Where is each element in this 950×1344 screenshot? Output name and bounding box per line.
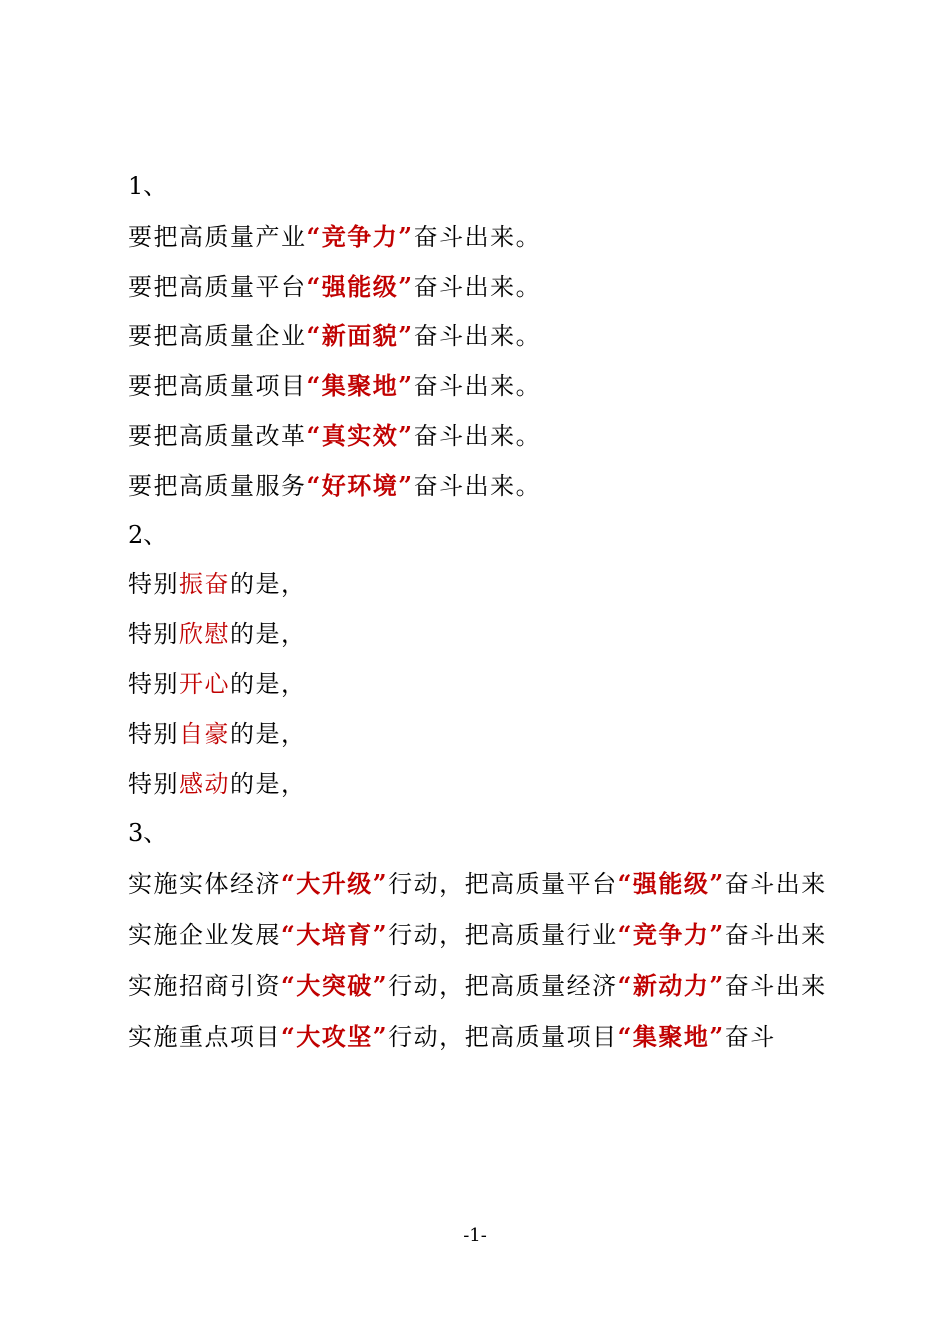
highlight-text: “竞争力” xyxy=(617,919,725,949)
highlight-text: 欣慰 xyxy=(179,620,230,649)
line-text: 奋斗出来。 xyxy=(413,222,542,251)
line-text: 要把高质量项目 xyxy=(128,372,307,401)
line-text: 特别 xyxy=(128,570,179,599)
line-text: 奋斗出来。 xyxy=(413,272,542,301)
section-3-line xyxy=(128,859,828,910)
line-text: 奋斗出来 xyxy=(724,920,827,949)
line-text: 的是， xyxy=(230,669,307,698)
highlight-text: “真实效” xyxy=(306,420,414,450)
section-3-line xyxy=(128,1012,828,1063)
line-text: 要把高质量服务 xyxy=(128,471,307,500)
line-text: 特别 xyxy=(128,669,179,698)
line-text: 行动，把高质量经济 xyxy=(388,971,618,1000)
section-1-line xyxy=(128,311,828,361)
line-text: 要把高质量改革 xyxy=(128,421,307,450)
section-2-line xyxy=(128,560,828,610)
section-3-line xyxy=(128,910,828,961)
section-2-line xyxy=(128,660,828,710)
highlight-text: 振奋 xyxy=(179,570,230,599)
highlight-text: “大升级” xyxy=(281,869,389,899)
line-text: 奋斗出来 xyxy=(724,870,827,899)
line-text: 奋斗出来 xyxy=(724,971,827,1000)
highlight-text: “集聚地” xyxy=(617,1021,725,1051)
highlight-text: “好环境” xyxy=(306,470,414,500)
line-text: 要把高质量平台 xyxy=(128,272,307,301)
highlight-text: “集聚地” xyxy=(306,371,414,401)
highlight-text: “强能级” xyxy=(617,869,725,899)
section-3-line xyxy=(128,961,828,1012)
line-text: 奋斗出来。 xyxy=(413,471,542,500)
page-number: -1- xyxy=(463,1225,487,1246)
section-1-line xyxy=(128,212,828,262)
section-1-line xyxy=(128,361,828,411)
line-text: 实施招商引资 xyxy=(128,971,281,1000)
line-text: 特别 xyxy=(128,769,179,798)
highlight-text: “强能级” xyxy=(306,271,414,301)
document-body xyxy=(128,162,828,1062)
line-text: 要把高质量产业 xyxy=(128,222,307,251)
highlight-text: “新面貌” xyxy=(306,321,414,351)
section-2-heading: 2、 xyxy=(128,520,168,549)
line-text: 的是， xyxy=(230,719,307,748)
section-1-line xyxy=(128,262,828,312)
section-1-heading: 1、 xyxy=(128,172,168,200)
line-text: 奋斗出来。 xyxy=(413,372,542,401)
section-3-heading: 3、 xyxy=(128,819,168,848)
line-text: 的是， xyxy=(230,570,307,599)
highlight-text: 感动 xyxy=(179,769,230,798)
section-1-line xyxy=(128,411,828,461)
highlight-text: 开心 xyxy=(179,669,230,698)
line-text: 奋斗出来。 xyxy=(413,322,542,351)
line-text: 的是， xyxy=(230,769,307,798)
line-text: 要把高质量企业 xyxy=(128,322,307,351)
highlight-text: “竞争力” xyxy=(306,221,414,251)
line-text: 奋斗 xyxy=(724,1022,776,1051)
line-text: 特别 xyxy=(128,620,179,649)
section-1-line xyxy=(128,461,828,511)
highlight-text: “新动力” xyxy=(617,970,725,1000)
section-2-line xyxy=(128,610,828,660)
line-text: 实施实体经济 xyxy=(128,870,281,899)
highlight-text: “大培育” xyxy=(281,919,389,949)
highlight-text: “大突破” xyxy=(281,970,389,1000)
line-text: 的是， xyxy=(230,620,307,649)
line-text: 行动，把高质量项目 xyxy=(388,1022,618,1051)
highlight-text: “大攻坚” xyxy=(281,1021,389,1051)
section-2-line xyxy=(128,710,828,760)
line-text: 特别 xyxy=(128,719,179,748)
line-text: 奋斗出来。 xyxy=(413,421,542,450)
section-2-line xyxy=(128,760,828,810)
line-text: 行动，把高质量平台 xyxy=(388,870,618,899)
line-text: 实施重点项目 xyxy=(128,1022,281,1051)
line-text: 行动，把高质量行业 xyxy=(388,920,618,949)
highlight-text: 自豪 xyxy=(179,719,230,748)
line-text: 实施企业发展 xyxy=(128,920,281,949)
